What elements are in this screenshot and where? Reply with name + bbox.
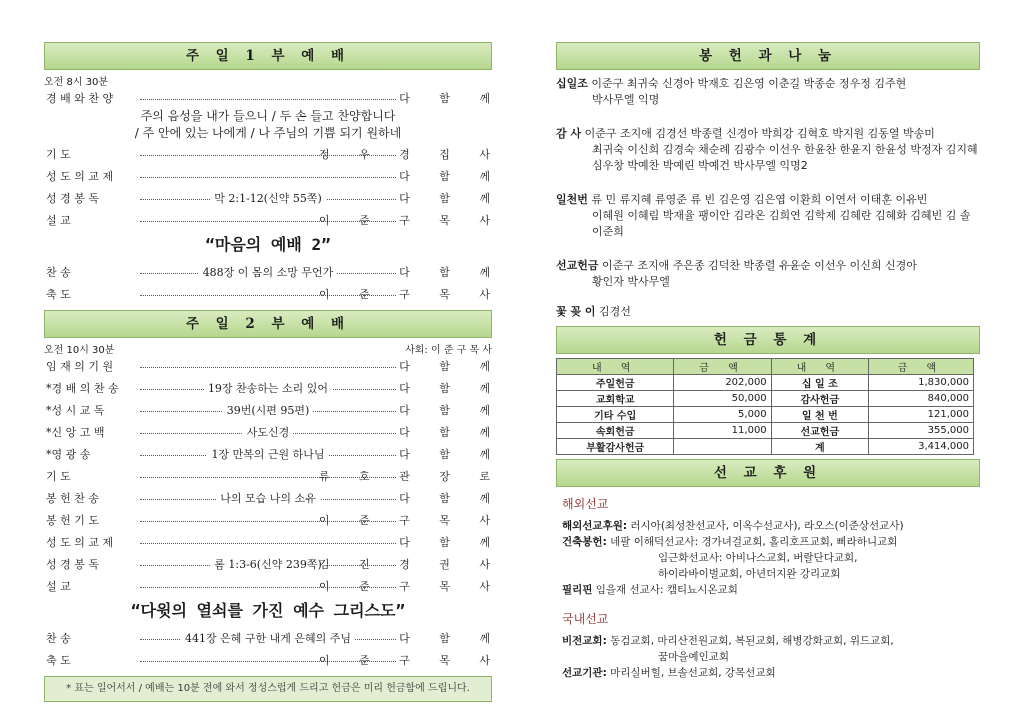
stats-row: [557, 407, 974, 423]
order-row: [44, 508, 503, 530]
order-row: [44, 486, 503, 508]
offering-type: 감 사: [556, 127, 582, 140]
order-label: 설 교: [46, 580, 71, 593]
dotted-leader: [140, 367, 396, 368]
order-detail-text: 롬 1:3-6(신약 239쪽): [210, 558, 326, 571]
order-row: [44, 420, 503, 442]
order-label: 성 도 의 교 제: [46, 170, 114, 183]
order-row: [44, 142, 503, 164]
offering-names: 이준구 조지애 주은종 김덕찬 박종렬 유윤순 이선우 이신희 신경아: [598, 259, 917, 272]
offering-names-cont: 박사무엘 익명: [592, 93, 660, 106]
order-leader: 다 함 께: [399, 92, 503, 105]
service1-time: 오전 8시 30분: [44, 77, 109, 88]
order-row: [44, 354, 503, 376]
service1-order-2: [44, 142, 503, 230]
stats-cell: 3,414,000: [868, 439, 973, 455]
mission-line: [562, 518, 980, 534]
order-row: [44, 208, 503, 230]
stats-cell: 1,830,000: [868, 375, 973, 391]
order-label: 봉 헌 기 도: [46, 514, 99, 527]
stats-cell: 355,000: [868, 423, 973, 439]
stats-row: [557, 423, 974, 439]
order-label: 설 교: [46, 214, 71, 227]
offering-group: [556, 76, 980, 108]
order-leader: 다 함 께: [399, 426, 503, 439]
order-leader: 김 진 경 권 사: [318, 558, 503, 571]
order-detail-text: 19장 찬송하는 소리 있어: [204, 382, 332, 395]
stats-cell: 11,000: [674, 423, 771, 439]
order-leader: 다 함 께: [399, 404, 503, 417]
dotted-leader: [140, 177, 396, 178]
order-label: 축 도: [46, 654, 71, 667]
order-row: [44, 626, 503, 648]
mission-line: [562, 649, 980, 665]
flower-name: 김경선: [599, 305, 631, 318]
stats-col-header: 금 액: [674, 359, 771, 375]
order-label: *영 광 송: [46, 448, 91, 461]
stats-cell: 50,000: [674, 391, 771, 407]
offering-names: 류 민 류지혜 류영준 류 빈 김은영 김은엽 이환희 이연서 이태훈 이유빈: [587, 193, 928, 206]
stats-row: [557, 439, 974, 455]
mission-value: 임근화선교사: 아비나스교회, 버랄단다교회,: [658, 552, 858, 564]
order-detail-text: 488장 이 몸의 소망 무언가: [199, 266, 338, 279]
offering-names: 이준구 최귀숙 신경아 박재호 김은영 이춘길 박종순 정우정 김주현: [587, 77, 907, 90]
offering-group: [556, 258, 980, 290]
offering-stats-table: [556, 358, 974, 455]
order-row: [44, 530, 503, 552]
order-row: [44, 186, 503, 208]
order-detail-text: 사도신경: [243, 426, 294, 439]
stats-row: [557, 375, 974, 391]
order-leader: 이 준 구 목 사: [318, 288, 503, 301]
order-row: [44, 376, 503, 398]
offering-names-cont: 황인자 박사무엘: [592, 275, 670, 288]
order-leader: 다 함 께: [399, 382, 503, 395]
mission-value: 임을재 선교사: 캠티뇨시온교회: [592, 584, 738, 596]
order-leader: 이 준 구 목 사: [318, 580, 503, 593]
order-label: 성 경 봉 독: [46, 192, 99, 205]
stats-cell: 부활감사헌금: [557, 439, 674, 455]
offering-type: 십일조: [556, 77, 588, 90]
order-label: 경 배 와 찬 양: [46, 92, 114, 105]
stats-cell: 속회헌금: [557, 423, 674, 439]
order-leader: 다 함 께: [399, 492, 503, 505]
offering-type: 선교헌금: [556, 259, 599, 272]
stats-cell: [674, 439, 771, 455]
offering-names: 이준구 조지애 김경선 박종렬 신경아 박희강 김혁호 박지원 김동열 박송미: [581, 127, 935, 140]
mission-line: [562, 550, 980, 566]
service1-order: [44, 86, 503, 108]
offering-type: 일천번: [556, 193, 588, 206]
offering-list: [556, 76, 980, 290]
offering-group: [556, 126, 980, 174]
service2-header: 주 일 2 부 예 배: [44, 310, 492, 338]
order-label: 성 경 봉 독: [46, 558, 99, 571]
mission-value: 하이라바이벌교회, 아년더지완 강리교회: [658, 568, 841, 580]
stats-col-header: 내 역: [557, 359, 674, 375]
service1-closing: [44, 260, 503, 304]
order-leader: 류 호 관 장 로: [318, 470, 503, 483]
mission-value: 네팔 이해덕선교사: 경가녀걸교회, 홀리호프교회, 삐라하니교회: [606, 536, 898, 548]
order-row: [44, 464, 503, 486]
dotted-leader: [140, 543, 396, 544]
order-row: [44, 164, 503, 186]
order-label: 기 도: [46, 148, 71, 161]
mission-key: 비전교회:: [562, 635, 607, 647]
domestic-list: [556, 633, 980, 681]
service2-closing: [44, 626, 503, 670]
order-leader: 다 함 께: [399, 536, 503, 549]
order-row: [44, 648, 503, 670]
stats-cell: 감사헌금: [771, 391, 868, 407]
offering-names-cont: 최귀숙 이신희 김경숙 채순례 김광수 이선우 한윤찬 한윤지 한윤성 박정자 김지혜 심우창 박예찬 박예린 박예건 박사무엘 익명2: [592, 143, 978, 172]
stats-cell: 202,000: [674, 375, 771, 391]
order-label: *신 앙 고 백: [46, 426, 105, 439]
order-detail-text: 1장 만복의 근원 하나님: [207, 448, 328, 461]
offering-header: 봉 헌 과 나 눔: [556, 42, 980, 70]
mission-line: [562, 566, 980, 582]
order-row: [44, 398, 503, 420]
stats-cell: 계: [771, 439, 868, 455]
mission-header: 선 교 후 원: [556, 459, 980, 487]
order-label: 임 재 의 기 원: [46, 360, 114, 373]
order-detail-text: 39번(시편 95편): [223, 404, 314, 417]
order-label: 찬 송: [46, 632, 71, 645]
order-leader: 다 함 께: [399, 266, 503, 279]
order-label: *성 시 교 독: [46, 404, 105, 417]
mission-line: [562, 534, 980, 550]
service2-time-row: [44, 338, 492, 354]
stats-cell: 기타 수입: [557, 407, 674, 423]
order-leader: 다 함 께: [399, 448, 503, 461]
mission-key: 필리핀: [562, 584, 593, 596]
praise-lyrics: [44, 108, 492, 142]
stats-col-header: 내 역: [771, 359, 868, 375]
flower-row: [556, 304, 980, 320]
mission-line: [562, 665, 980, 681]
stats-cell: 일 천 번: [771, 407, 868, 423]
order-label: 기 도: [46, 470, 71, 483]
order-row: [44, 442, 503, 464]
mission-value: 러시아(최성찬선교사, 이옥수선교사), 라오스(이준상선교사): [627, 520, 904, 532]
mission-line: [562, 582, 980, 598]
stats-row: [557, 391, 974, 407]
order-row: [44, 86, 503, 108]
order-leader: 다 함 께: [399, 192, 503, 205]
order-label: 봉 헌 찬 송: [46, 492, 99, 505]
service1-sermon-title: “마음의 예배 2”: [205, 235, 331, 254]
order-leader: 이 준 구 목 사: [318, 654, 503, 667]
stats-cell: 5,000: [674, 407, 771, 423]
stats-cell: 십 일 조: [771, 375, 868, 391]
order-detail-text: 441장 은혜 구한 내게 은혜의 주님: [181, 632, 355, 645]
order-label: 축 도: [46, 288, 71, 301]
service2-sermon-title: “다윗의 열쇠를 가진 예수 그리스도”: [130, 601, 406, 620]
mission-line: [562, 633, 980, 649]
order-row: [44, 260, 503, 282]
order-leader: 다 함 께: [399, 632, 503, 645]
right-column: [556, 42, 980, 681]
service2-host: 사회: 이 준 구 목 사: [405, 345, 492, 356]
stats-cell: 840,000: [868, 391, 973, 407]
stats-cell: 교회학교: [557, 391, 674, 407]
lyric-line: / 주 안에 있는 나에게 / 나 주님의 기쁨 되기 원하네: [134, 126, 402, 140]
stats-cell: 선교헌금: [771, 423, 868, 439]
overseas-list: [556, 518, 980, 598]
order-leader: 정 우 경 집 사: [318, 148, 503, 161]
mission-key: 건축봉헌:: [562, 536, 607, 548]
service1-header: 주 일 1 부 예 배: [44, 42, 492, 70]
order-leader: 이 준 구 목 사: [318, 214, 503, 227]
order-label: *경 배 의 찬 송: [46, 382, 119, 395]
mission-key: 선교기관:: [562, 667, 607, 679]
overseas-title: 해외선교: [562, 497, 609, 511]
left-column: [44, 42, 503, 702]
domestic-title: 국내선교: [562, 612, 609, 626]
mission-value: 동검교회, 마리산전원교회, 복된교회, 해병강화교회, 위드교회,: [606, 635, 894, 647]
offering-group: [556, 192, 980, 240]
stats-cell: 주일헌금: [557, 375, 674, 391]
order-row: [44, 282, 503, 304]
order-row: [44, 552, 503, 574]
offering-names-cont: 이혜원 이혜림 박재율 팽이안 김라온 김희연 김학제 김혜란 김혜화 김혜빈 김 솔 이준희: [592, 209, 971, 238]
mission-value: 마리실버힐, 브솔선교회, 강목선교회: [606, 667, 776, 679]
stats-header: 헌 금 통 계: [556, 326, 980, 354]
service-note: * 표는 일어서서 / 예배는 10분 전에 와서 정성스럽게 드리고 헌금은 미리 헌금함에 드립니다.: [44, 676, 492, 702]
stats-cell: 121,000: [868, 407, 973, 423]
flower-label: 꽃 꽂 이: [556, 305, 596, 318]
mission-key: 해외선교후원:: [562, 520, 628, 532]
service2-order: [44, 354, 503, 596]
order-leader: 이 준 구 목 사: [318, 514, 503, 527]
order-detail-text: 나의 모습 나의 소유: [216, 492, 320, 505]
lyric-line: 주의 음성을 내가 들으니 / 두 손 들고 찬양합니다: [140, 109, 396, 123]
order-label: 찬 송: [46, 266, 71, 279]
order-leader: 다 함 께: [399, 170, 503, 183]
order-leader: 다 함 께: [399, 360, 503, 373]
order-label: 성 도 의 교 제: [46, 536, 114, 549]
stats-col-header: 금 액: [868, 359, 973, 375]
service2-time: 오전 10시 30분: [44, 345, 115, 356]
order-row: [44, 574, 503, 596]
mission-value: 꿈마을예인교회: [658, 651, 730, 663]
dotted-leader: [140, 99, 396, 100]
order-detail-text: 막 2:1-12(신약 55쪽): [210, 192, 326, 205]
